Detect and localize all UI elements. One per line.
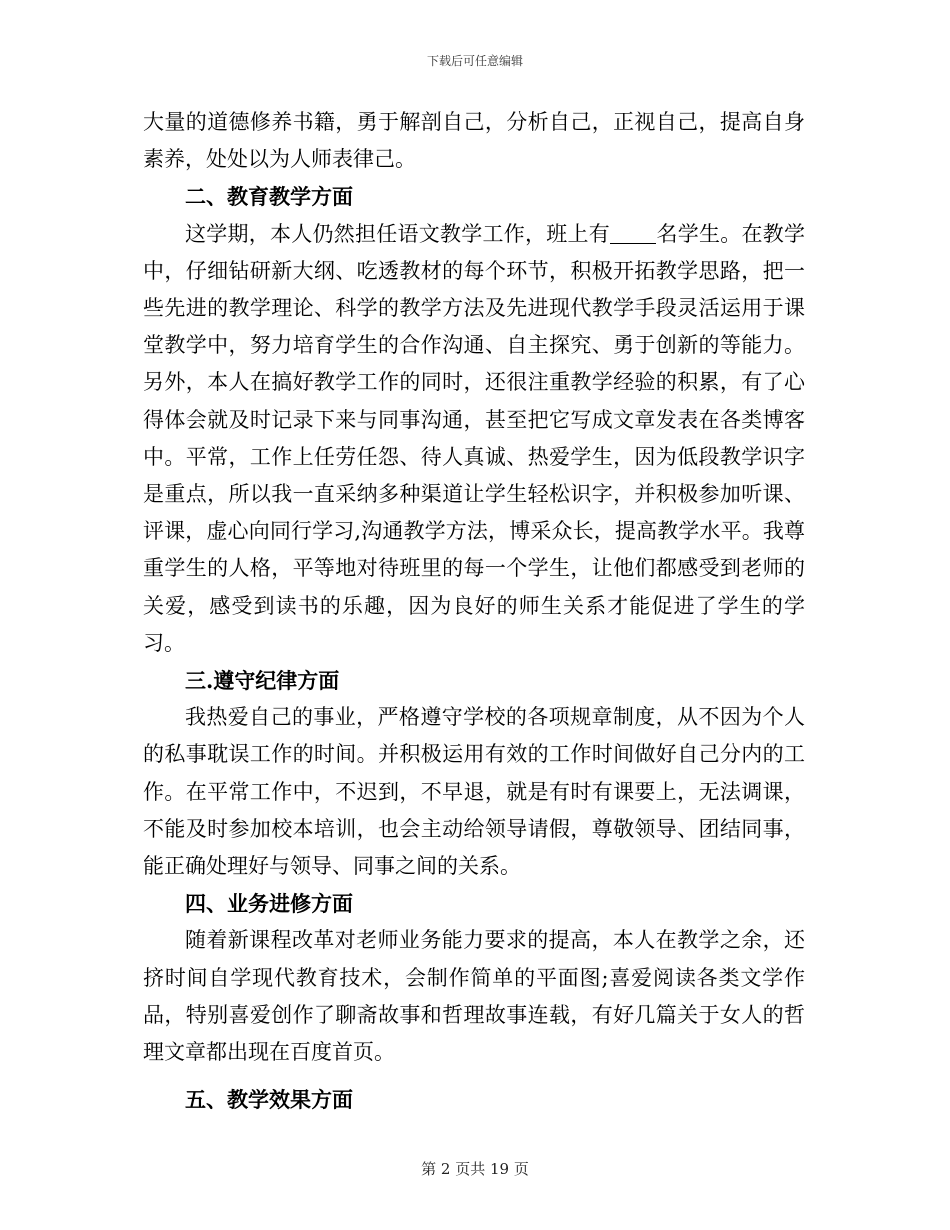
paragraph-training: 随着新课程改革对老师业务能力要求的提高，本人在教学之余，还挤时间自学现代教育技术，会制作简单的平面图;喜爱阅读各类文学作品，特别喜爱创作了聊斋故事和哲理故事连载，有好几篇关于女人的哲理文章都出现在百度首页。	[143, 928, 805, 1065]
section-heading-discipline: 三.遵守纪律方面	[185, 668, 340, 694]
document-body	[143, 104, 805, 1118]
section-heading-teaching: 二、教育教学方面	[185, 184, 353, 210]
section-heading-training: 四、业务进修方面	[185, 891, 353, 917]
page-header: 下载后可任意编辑	[426, 54, 523, 68]
student-count-blank	[610, 222, 656, 244]
paragraph-teaching-start: 这学期，本人仍然担任语文教学工作，班上有	[185, 221, 611, 246]
page-footer: 第 2 页共 19 页	[421, 1160, 529, 1178]
paragraph-discipline: 我热爱自己的事业，严格遵守学校的各项规章制度，从不因为个人的私事耽误工作的时间。并积极运用有效的工作时间做好自己分内的工作。在平常工作中，不迟到，不早退，就是有时有课要上，无法调课，不能及时参加校本培训，也会主动给领导请假，尊敬领导、团结同事，能正确处理好与领导、同事之间的关系。	[143, 705, 805, 879]
paragraph-teaching	[143, 216, 805, 662]
paragraph-continuation: 大量的道德修养书籍，勇于解剖自己，分析自己，正视自己，提高自身素养，处处以为人师表律己。	[143, 110, 805, 172]
section-heading-results: 五、教学效果方面	[185, 1087, 353, 1113]
paragraph-teaching-rest: 名学生。在教学中，仔细钻研新大纲、吃透教材的每个环节，积极开拓教学思路，把一些先进的教学理论、科学的教学方法及先进现代教学手段灵活运用于课堂教学中，努力培育学生的合作沟通、自主探究、勇于创新的等能力。另外，本人在搞好教学工作的同时，还很注重教学经验的积累，有了心得体会就及时记录下来与同事沟通，甚至把它写成文章发表在各类博客中。平常，工作上任劳任怨、待人真诚、热爱学生，因为低段教学识字是重点，所以我一直采纳多种渠道让学生轻松识字，并积极参加听课、评课，虚心向同行学习,沟通教学方法，博采众长，提高教学水平。我尊重学生的人格，平等地对待班里的每一个学生，让他们都感受到老师的关爱，感受到读书的乐趣，因为良好的师生关系才能促进了学生的学习。	[143, 221, 806, 655]
